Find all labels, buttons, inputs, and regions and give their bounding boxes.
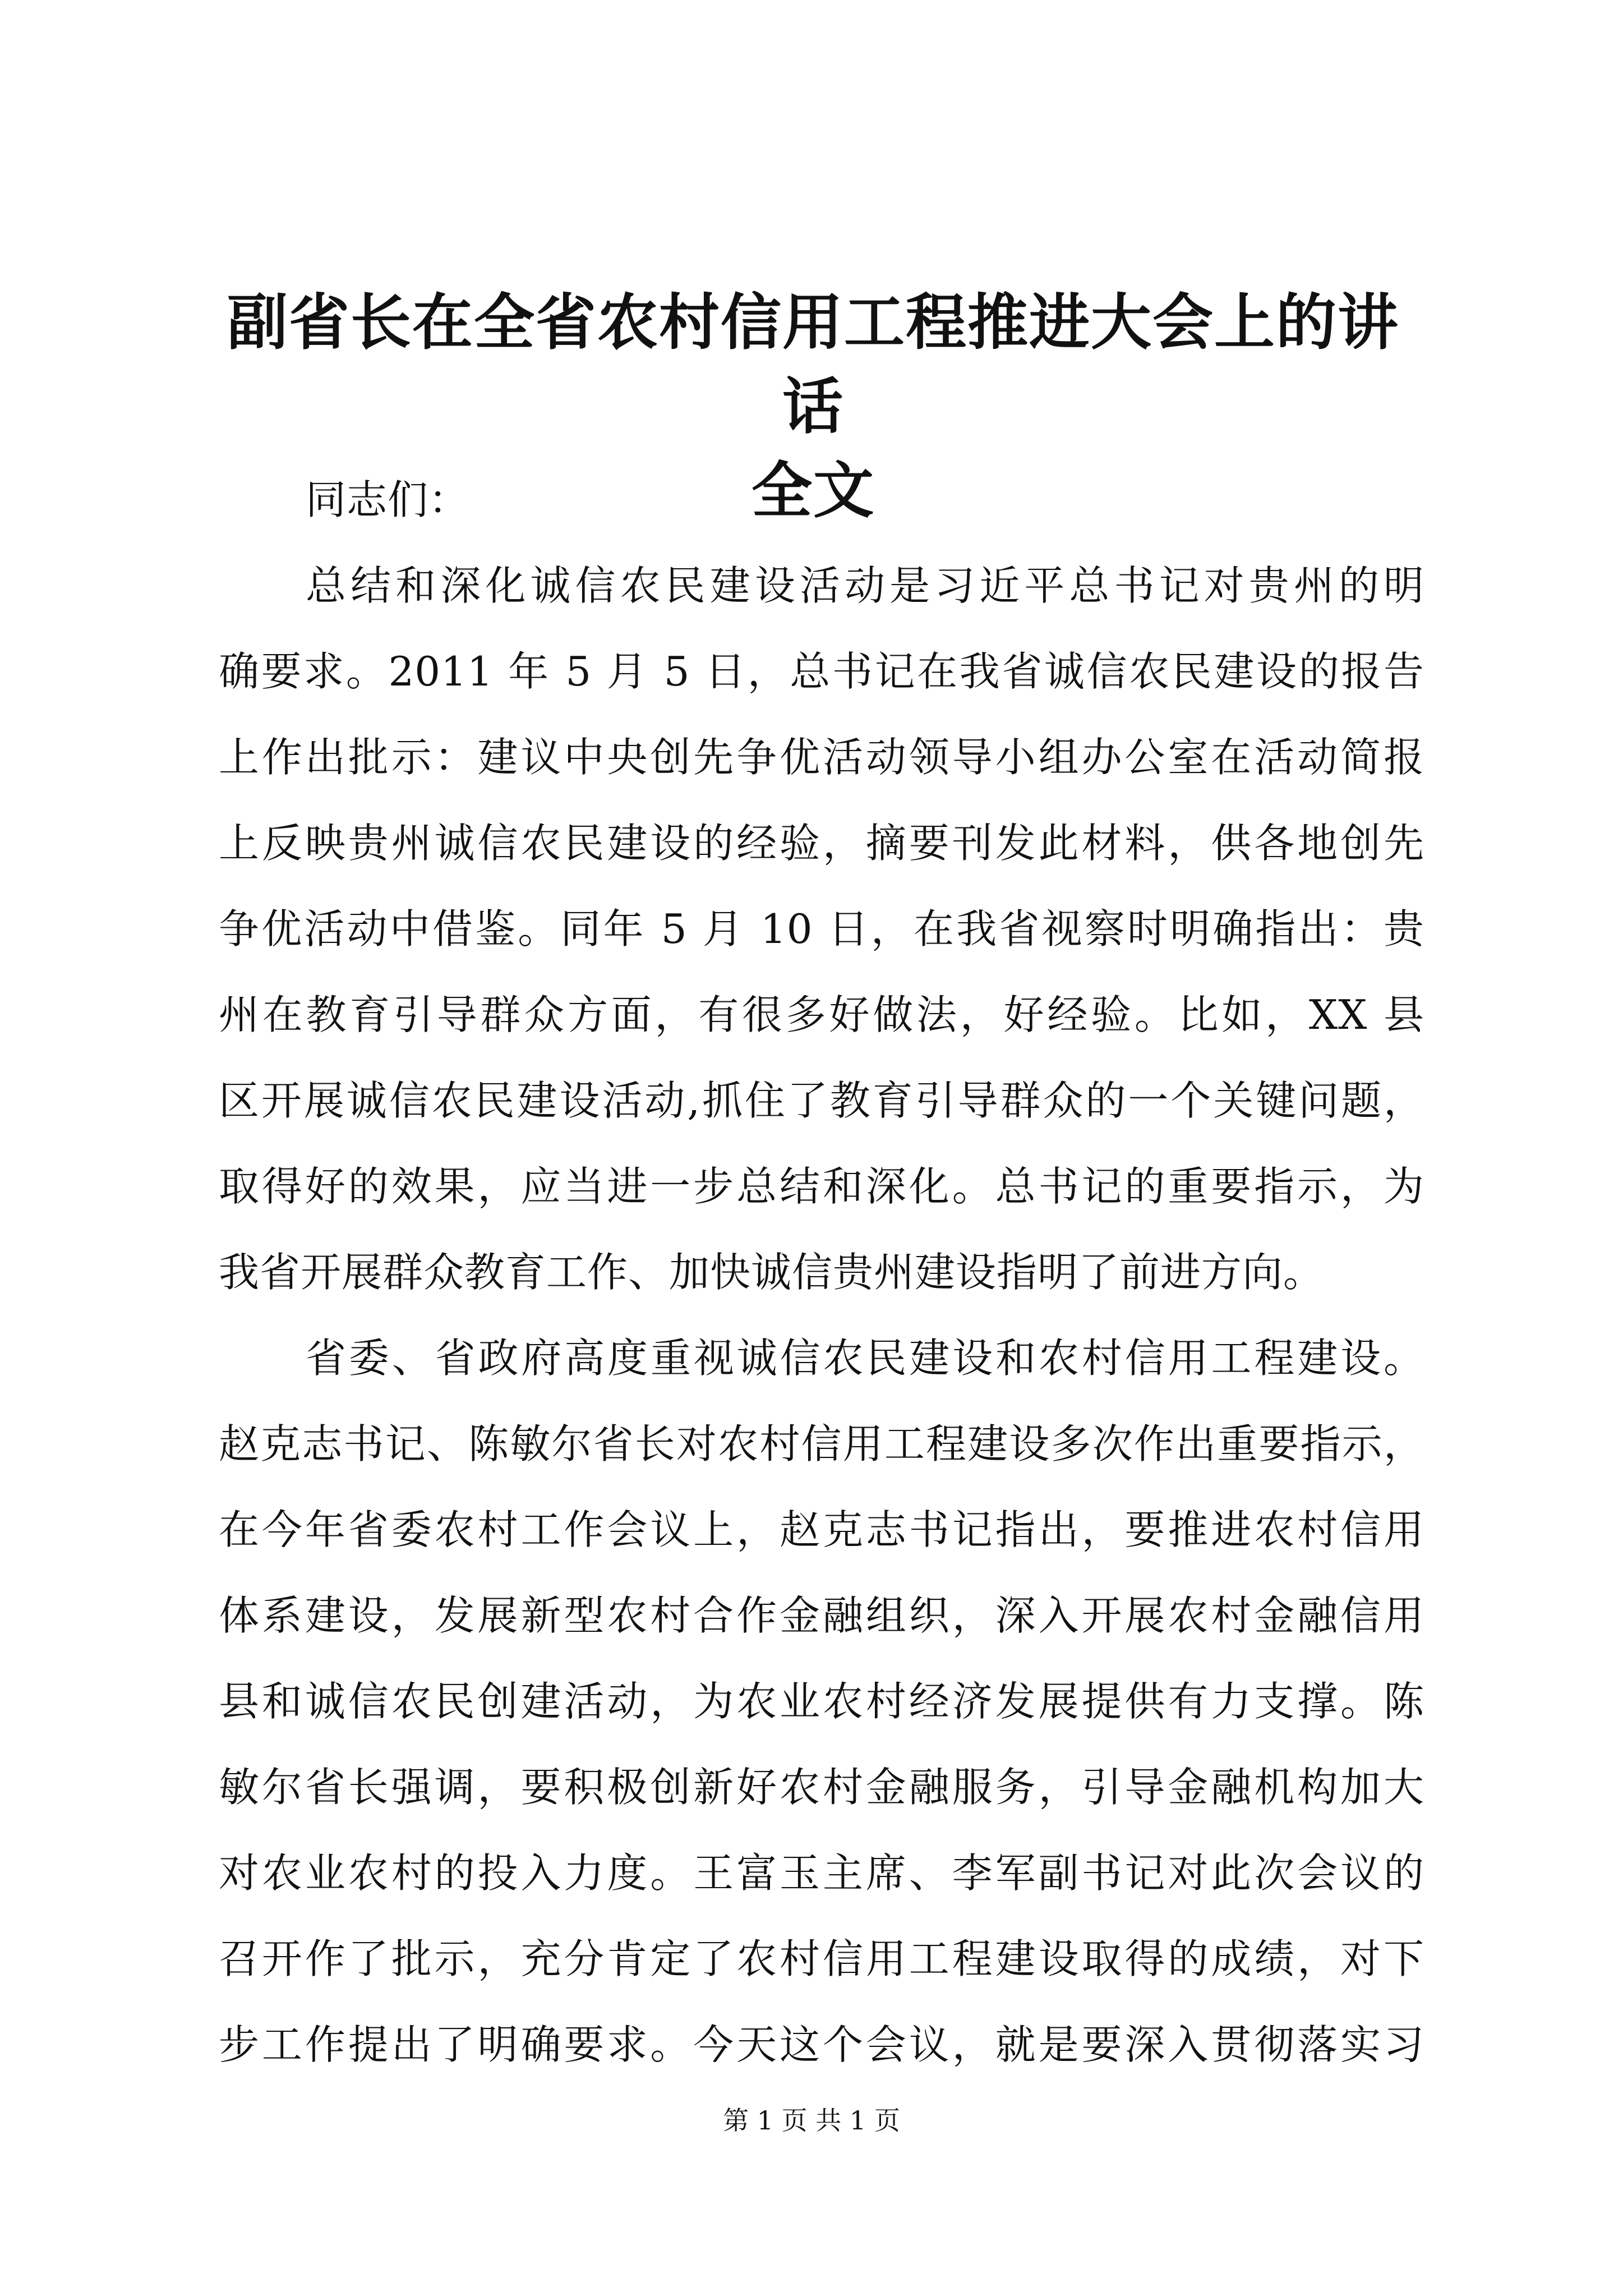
paragraph-1-line: 争优活动中借鉴。同年 5 月 10 日，在我省视察时明确指出：贵 <box>219 905 1424 953</box>
salutation: 同志们： <box>306 476 470 523</box>
paragraph-2-line: 省委、省政府高度重视诚信农民建设和农村信用工程建设。 <box>306 1335 1424 1382</box>
paragraph-2-line: 县和诚信农民创建活动，为农业农村经济发展提供有力支撑。陈 <box>219 1678 1424 1725</box>
paragraph-1-line: 区开展诚信农民建设活动,抓住了教育引导群众的一个关键问题， <box>219 1077 1424 1124</box>
paragraph-2-line: 对农业农村的投入力度。王富玉主席、李军副书记对此次会议的 <box>219 1849 1424 1897</box>
title-line-1: 副省长在全省农村信用工程推进大会上的讲话 <box>227 287 1399 442</box>
paragraph-1-line: 取得好的效果，应当进一步总结和深化。总书记的重要指示，为 <box>219 1163 1424 1210</box>
paragraph-2-line: 体系建设，发展新型农村合作金融组织，深入开展农村金融信用 <box>219 1592 1424 1639</box>
paragraph-1-line: 确要求。2011 年 5 月 5 日，总书记在我省诚信农民建设的报告 <box>219 648 1424 695</box>
title-line-2: 全文 <box>751 455 875 526</box>
paragraph-1-line: 总结和深化诚信农民建设活动是习近平总书记对贵州的明 <box>306 562 1424 609</box>
paragraph-1-line: 州在教育引导群众方面，有很多好做法，好经验。比如，XX 县 <box>219 991 1424 1038</box>
page-footer: 第 1 页 共 1 页 <box>723 2105 900 2136</box>
paragraph-1-line: 我省开展群众教育工作、加快诚信贵州建设指明了前进方向。 <box>219 1249 1325 1296</box>
paragraph-2-line: 敏尔省长强调，要积极创新好农村金融服务，引导金融机构加大 <box>219 1764 1424 1811</box>
paragraph-1-line: 上作出批示：建议中央创先争优活动领导小组办公室在活动简报 <box>219 734 1424 781</box>
document-body <box>219 457 1424 2088</box>
paragraph-2-line: 步工作提出了明确要求。今天这个会议，就是要深入贯彻落实习 <box>219 2021 1424 2068</box>
paragraph-2-line: 在今年省委农村工作会议上，赵克志书记指出，要推进农村信用 <box>219 1506 1424 1553</box>
paragraph-1-line: 上反映贵州诚信农民建设的经验，摘要刊发此材料，供各地创先 <box>219 820 1424 867</box>
paragraph-2-line: 赵克志书记、陈敏尔省长对农村信用工程建设多次作出重要指示， <box>219 1420 1424 1467</box>
paragraph-2-line: 召开作了批示，充分肯定了农村信用工程建设取得的成绩，对下 <box>219 1935 1424 1982</box>
